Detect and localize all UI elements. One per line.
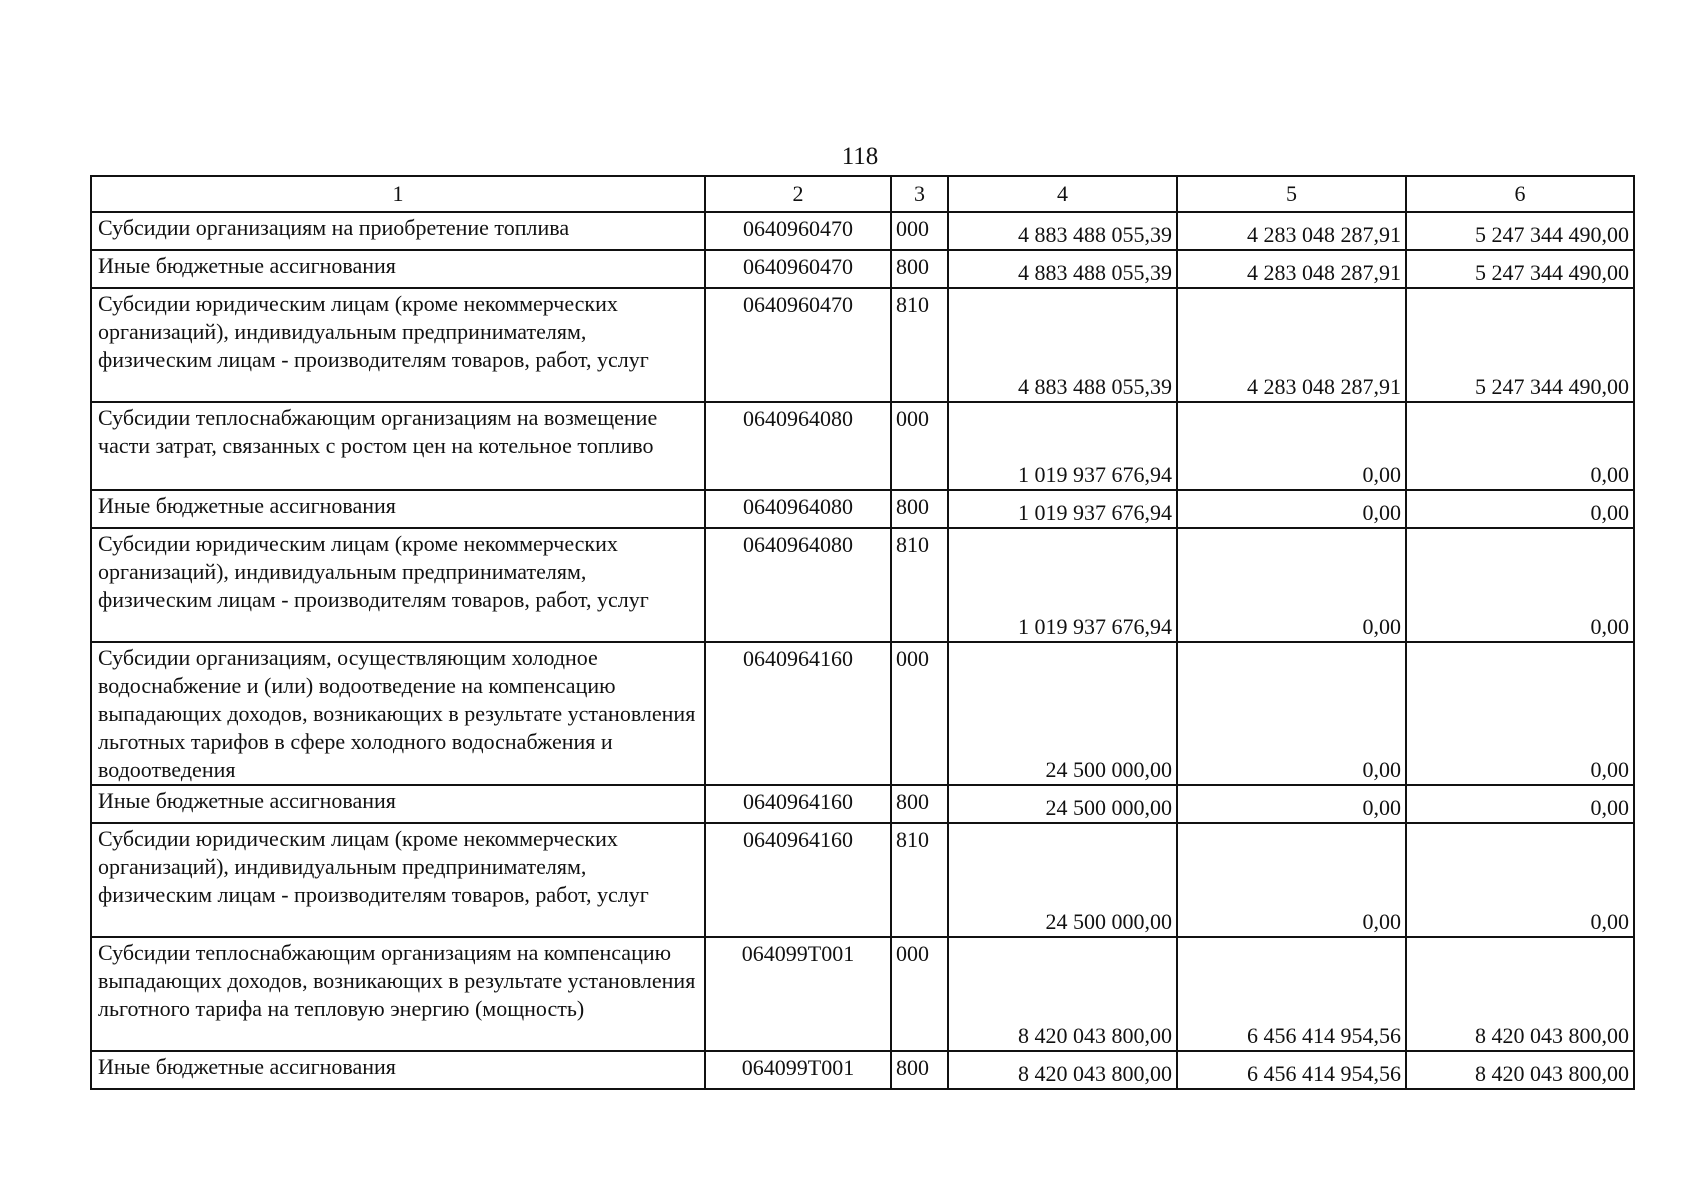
row-value-5: 0,00 xyxy=(1177,785,1406,823)
row-expense-type: 800 xyxy=(891,1051,948,1089)
header-cell: 6 xyxy=(1406,176,1634,212)
row-value-4: 1 019 937 676,94 xyxy=(948,402,1177,490)
row-name: Субсидии юридическим лицам (кроме некоммерческих организаций), индивидуальным предпринимателям, физическим лицам - производителям товаров, работ, услуг xyxy=(91,528,705,642)
row-expense-type: 800 xyxy=(891,785,948,823)
row-value-6: 5 247 344 490,00 xyxy=(1406,288,1634,402)
row-expense-type: 000 xyxy=(891,937,948,1051)
budget-table xyxy=(90,175,1635,1090)
table-row xyxy=(91,212,1634,250)
table-row xyxy=(91,402,1634,490)
row-name: Иные бюджетные ассигнования xyxy=(91,490,705,528)
row-value-5: 0,00 xyxy=(1177,402,1406,490)
row-code: 0640964080 xyxy=(705,402,891,490)
row-value-6: 0,00 xyxy=(1406,490,1634,528)
table-row xyxy=(91,937,1634,1051)
row-name: Иные бюджетные ассигнования xyxy=(91,785,705,823)
row-value-4: 8 420 043 800,00 xyxy=(948,1051,1177,1089)
table-row xyxy=(91,785,1634,823)
row-code: 0640964160 xyxy=(705,642,891,785)
header-cell: 1 xyxy=(91,176,705,212)
row-expense-type: 000 xyxy=(891,402,948,490)
row-value-4: 1 019 937 676,94 xyxy=(948,490,1177,528)
row-value-6: 8 420 043 800,00 xyxy=(1406,1051,1634,1089)
row-value-6: 0,00 xyxy=(1406,402,1634,490)
row-name: Субсидии теплоснабжающим организациям на возмещение части затрат, связанных с ростом цен на котельное топливо xyxy=(91,402,705,490)
row-expense-type: 810 xyxy=(891,528,948,642)
row-value-5: 6 456 414 954,56 xyxy=(1177,1051,1406,1089)
header-cell: 4 xyxy=(948,176,1177,212)
row-code: 064099T001 xyxy=(705,937,891,1051)
header-cell: 5 xyxy=(1177,176,1406,212)
row-value-6: 0,00 xyxy=(1406,785,1634,823)
row-name: Иные бюджетные ассигнования xyxy=(91,1051,705,1089)
row-code: 064099T001 xyxy=(705,1051,891,1089)
row-value-4: 24 500 000,00 xyxy=(948,823,1177,937)
row-value-6: 0,00 xyxy=(1406,642,1634,785)
table-header-row xyxy=(91,176,1634,212)
row-value-6: 0,00 xyxy=(1406,528,1634,642)
row-expense-type: 000 xyxy=(891,212,948,250)
row-value-5: 0,00 xyxy=(1177,642,1406,785)
row-value-5: 4 283 048 287,91 xyxy=(1177,212,1406,250)
row-value-4: 24 500 000,00 xyxy=(948,642,1177,785)
row-code: 0640964080 xyxy=(705,528,891,642)
row-code: 0640960470 xyxy=(705,288,891,402)
row-value-6: 5 247 344 490,00 xyxy=(1406,250,1634,288)
row-value-5: 0,00 xyxy=(1177,823,1406,937)
row-value-4: 4 883 488 055,39 xyxy=(948,212,1177,250)
row-value-4: 8 420 043 800,00 xyxy=(948,937,1177,1051)
table-row xyxy=(91,642,1634,785)
row-value-6: 5 247 344 490,00 xyxy=(1406,212,1634,250)
row-value-5: 4 283 048 287,91 xyxy=(1177,288,1406,402)
table-row xyxy=(91,1051,1634,1089)
row-name: Субсидии юридическим лицам (кроме некоммерческих организаций), индивидуальным предпринимателям, физическим лицам - производителям товаров, работ, услуг xyxy=(91,823,705,937)
row-expense-type: 800 xyxy=(891,490,948,528)
row-value-4: 1 019 937 676,94 xyxy=(948,528,1177,642)
row-value-6: 0,00 xyxy=(1406,823,1634,937)
header-cell: 3 xyxy=(891,176,948,212)
table-row xyxy=(91,250,1634,288)
row-value-4: 4 883 488 055,39 xyxy=(948,288,1177,402)
row-expense-type: 810 xyxy=(891,823,948,937)
row-name: Субсидии теплоснабжающим организациям на компенсацию выпадающих доходов, возникающих в результате установления льготного тарифа на тепловую энергию (мощность) xyxy=(91,937,705,1051)
row-code: 0640960470 xyxy=(705,212,891,250)
table-row xyxy=(91,528,1634,642)
table-row xyxy=(91,490,1634,528)
row-name: Субсидии юридическим лицам (кроме некоммерческих организаций), индивидуальным предпринимателям, физическим лицам - производителям товаров, работ, услуг xyxy=(91,288,705,402)
row-name: Субсидии организациям на приобретение топлива xyxy=(91,212,705,250)
row-code: 0640964080 xyxy=(705,490,891,528)
page-number: 118 xyxy=(841,143,879,170)
row-value-6: 8 420 043 800,00 xyxy=(1406,937,1634,1051)
row-expense-type: 800 xyxy=(891,250,948,288)
row-name: Субсидии организациям, осуществляющим холодное водоснабжение и (или) водоотведение на компенсацию выпадающих доходов, возникающих в результате установления льготных тарифов в сфере холодного водоснабжения и водоотведения xyxy=(91,642,705,785)
row-value-4: 4 883 488 055,39 xyxy=(948,250,1177,288)
row-expense-type: 000 xyxy=(891,642,948,785)
table-row xyxy=(91,823,1634,937)
row-value-5: 0,00 xyxy=(1177,490,1406,528)
header-cell: 2 xyxy=(705,176,891,212)
row-value-5: 0,00 xyxy=(1177,528,1406,642)
row-value-5: 4 283 048 287,91 xyxy=(1177,250,1406,288)
table-row xyxy=(91,288,1634,402)
row-value-4: 24 500 000,00 xyxy=(948,785,1177,823)
row-code: 0640960470 xyxy=(705,250,891,288)
row-value-5: 6 456 414 954,56 xyxy=(1177,937,1406,1051)
row-name: Иные бюджетные ассигнования xyxy=(91,250,705,288)
row-code: 0640964160 xyxy=(705,785,891,823)
row-code: 0640964160 xyxy=(705,823,891,937)
row-expense-type: 810 xyxy=(891,288,948,402)
